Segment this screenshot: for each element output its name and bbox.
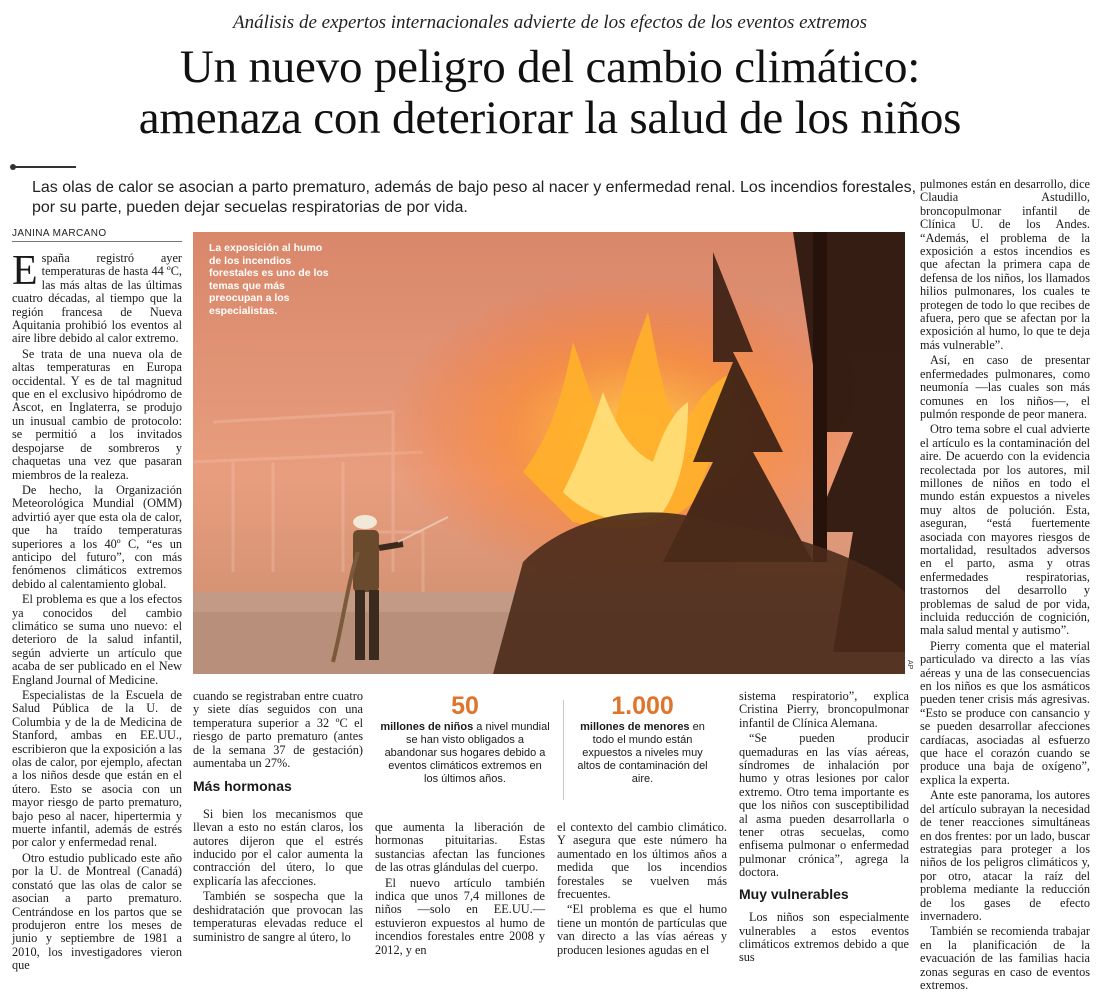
headline-line-2: amenaza con deteriorar la salud de los niños bbox=[138, 92, 962, 144]
paragraph: Los niños son especialmente vulnerables a estos eventos climáticos extremos debido a que sus bbox=[739, 910, 909, 965]
paragraph: que aumenta la liberación de hormonas pituitarias. Estas sustancias afectan las funciones de las otras glándulas del cuerpo. bbox=[375, 820, 545, 875]
stat-box-minors bbox=[570, 692, 715, 786]
stat-box-children bbox=[380, 692, 550, 786]
paragraph: “El problema es que el humo tiene un montón de partículas que van directo a las vías aéreas y producen lesiones agudas en el bbox=[557, 902, 727, 957]
paragraph: Especialistas de la Escuela de Salud Pública de la U. de Columbia y de la de Medicina de Stanford, ambas en EE.UU., escribieron que la exposición a las olas de calor, por ejemplo, afectan a los niños desde que están en el útero. Esto se asocia con un mayor riesgo de parto prematuro, bajo peso al nacer, hipertermia y muerte infantil, además de estrés por calor y enfermedad renal. bbox=[12, 688, 182, 850]
paragraph: pulmones están en desarrollo, dice Claudia Astudillo, broncopulmonar infantil de Clínica U. de los Andes. “Además, el problema de la exposición a estos incendios es que afectan la primera capa de defensa de los niños, los llamados hilios pulmonares, los cuales te protegen de todo lo que recibes de afuera, pero que se afectan por la exposición al humo, lo que te deja más vulnerable”. bbox=[920, 177, 1090, 352]
byline: JANINA MARCANO bbox=[12, 228, 107, 239]
paragraph: Se trata de una nueva ola de altas temperaturas en Europa occidental. Y es de tal magnitud que en el exclusivo hipódromo de Ascot, en Inglaterra, se produjo un inusual cambio de protocolo: se permitió a los invitados despojarse de sombreros y chaquetas una vez que pasaran miembros de la realeza. bbox=[12, 346, 182, 482]
column-5 bbox=[739, 690, 909, 967]
subhead-muy-vulnerables: Muy vulnerables bbox=[739, 885, 849, 902]
photo-credit: AP bbox=[906, 660, 913, 670]
paragraph: sistema respiratorio”, explica Cristina Pierry, broncopulmonar infantil de Clínica Alemana. bbox=[739, 689, 909, 730]
stat-divider bbox=[563, 700, 564, 800]
stat-number: 1.000 bbox=[611, 692, 674, 720]
paragraph: el contexto del cambio climático. Y asegura que este número ha aumentado en los últimos años a medida que los incendios forestales se vuelven más frecuentes. bbox=[557, 820, 727, 902]
paragraph: Así, en caso de presentar enfermedades pulmonares, como neumonía —las cuales son más comunes en los niños—, el pulmón responde de peor manera. bbox=[920, 353, 1090, 421]
paragraph: El nuevo artículo también indica que unos 7,4 millones de niños —solo en EE.UU.— estuvieron expuestos al humo de incendios forestales entre 2008 y 2012, y en bbox=[375, 875, 545, 957]
stat-text: millones de menores en todo el mundo están expuestos a niveles muy altos de contaminación del aire. bbox=[577, 721, 708, 785]
stat-number: 50 bbox=[451, 692, 479, 720]
paragraph: Otro tema sobre el cual advierte el artículo es la contaminación del aire. De acuerdo con la evidencia recolectada por los autores, mil millones de niños en todo el mundo están expuestos a niveles muy altos de polución. Esta, aseguran, “está fuertemente asociada con mayores riesgos de mortalidad, resultados adversos en el parto, asma y otras enfermedades respiratorias, trastornos del desarrollo y problemas de salud de por vida, incluida reducción de cognición, mala salud mental y autismo”. bbox=[920, 422, 1090, 638]
paragraph: cuando se registraban entre cuatro y siete días seguidos con una temperatura superior a 32 ºC el riesgo de parto prematuro (antes de la semana 37 de gestación) aumentaba un 27%. bbox=[193, 689, 363, 771]
subhead-mas-hormonas: Más hormonas bbox=[193, 778, 292, 795]
paragraph: España registró ayer temperaturas de hasta 44 ºC, las más altas de las últimas cuatro décadas, al tiempo que la región francesa de Nueva Aquitania prohibió los eventos al aire libre debido al calor extremo. bbox=[12, 248, 182, 346]
paragraph: El problema es que a los efectos ya conocidos del cambio climático se suma uno nuevo: el deterioro de la salud infantil, según advierte un artículo que acaba de ser publicado en el New England Journal of Medicine. bbox=[12, 592, 182, 687]
photo-caption: La exposición al humo de los incendios forestales es uno de los temas que más preocupan a los especialistas. bbox=[209, 242, 329, 317]
paragraph: “Se pueden producir quemaduras en las vías aéreas, síndromes de inhalación por humo y otras lesiones por calor extremo. Otro tema importante es que los niños con susceptibilidad al asma pueden desarrollarla o tener otras secuelas, como enfisema pulmonar o enfermedad pulmonar crónica”, agrega la doctora. bbox=[739, 731, 909, 880]
kicker: Análisis de expertos internacionales advierte de los efectos de los eventos extremos bbox=[232, 12, 868, 33]
byline-rule bbox=[12, 241, 182, 242]
dropcap: E bbox=[12, 248, 38, 294]
paragraph: Si bien los mecanismos que llevan a esto no están claros, los autores dijeron que el estrés inducido por el calor aumenta la contracción del útero, lo que explicaría las afecciones. bbox=[193, 806, 363, 888]
column-1 bbox=[12, 248, 182, 975]
column-2 bbox=[193, 690, 363, 946]
paragraph: Otro estudio publicado este año por la U. de Montreal (Canadá) constató que las olas de calor se asocian a parto prematuro. Centrándose en los partos que se produjeron entre los meses de junio y septiembre de 1981 a 2010, los investigadores vieron que bbox=[12, 850, 182, 973]
paragraph: Ante este panorama, los autores del artículo subrayan la necesidad de tener reacciones simultáneas en dos frentes: por un lado, buscar estrategias para proteger a los niños de los peligros climáticos y, por otro, atacar la raíz del problema mediante la reducción de los gases de efecto invernadero. bbox=[920, 788, 1090, 923]
stat-text: millones de niños a nivel mundial se han visto obligados a abandonar sus hogares debido a eventos climáticos extremos en los últimos años. bbox=[380, 721, 550, 785]
column-4 bbox=[557, 821, 727, 959]
paragraph: También se sospecha que la deshidratación que provocan las temperaturas elevadas reduce el suministro de sangre al útero, lo bbox=[193, 889, 363, 944]
headline-line-1: Un nuevo peligro del cambio climático: bbox=[179, 41, 921, 93]
column-6 bbox=[920, 178, 1090, 994]
paragraph: De hecho, la Organización Meteorológica Mundial (OMM) advirtió ayer que esta ola de calor, que ha traído temperaturas superiores a los 40º C, “es un anticipo del futuro”, con más fenómenos climáticos extremos debido al calentamiento global. bbox=[12, 482, 182, 591]
lede: Las olas de calor se asocian a parto prematuro, además de bajo peso al nacer y enfermedad renal. Los incendios forestales, por su parte, pueden dejar secuelas respiratorias de por vida. bbox=[32, 179, 917, 216]
paragraph: Pierry comenta que el material particulado va directo a las vías aéreas y una de las consecuencias en los niños es que los asmáticos pueden tener crisis más agresivas. “Esto se produce con cansancio y se pueden desarrollar afecciones cardíacas, asociadas al esfuerzo que hace el corazón cuando se produce una baja de oxígeno”, explica la experta. bbox=[920, 638, 1090, 787]
lede-rule bbox=[12, 166, 76, 168]
headline bbox=[0, 42, 1100, 144]
column-3 bbox=[375, 821, 545, 959]
paragraph: También se recomienda trabajar en la planificación de la evacuación de las familias hacia zonas seguras en caso de eventos extremos. bbox=[920, 924, 1090, 992]
